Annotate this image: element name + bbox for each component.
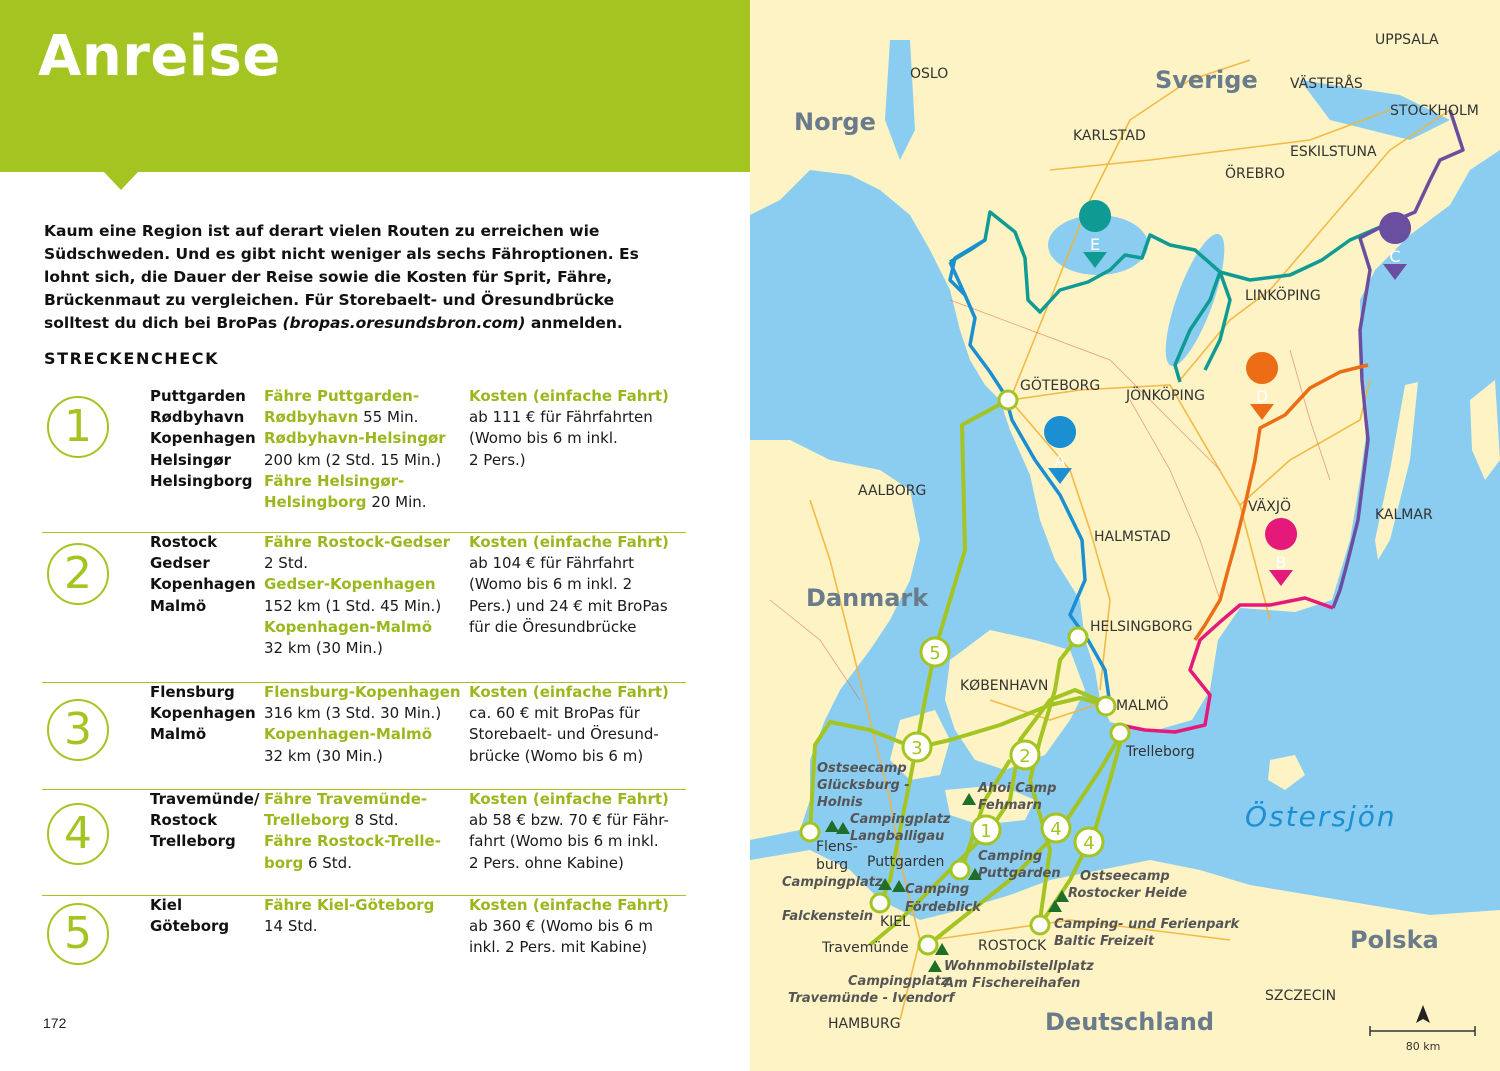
route-cost-info <box>469 682 689 767</box>
ferry-duration: 20 Min. <box>366 493 427 512</box>
marker-c-label: C <box>1389 247 1401 266</box>
port-helsingborg <box>1069 628 1087 646</box>
place-name: Kiel <box>150 896 183 914</box>
city-label: HALMSTAD <box>1094 529 1171 545</box>
cost-line: Pers.) und 24 € mit BroPas <box>469 596 668 615</box>
city-label: MALMÖ <box>1116 698 1169 714</box>
city-label: burg <box>816 857 849 873</box>
place-name: Kopenhagen <box>150 575 256 594</box>
ferry-line <box>264 724 464 745</box>
city-label: HELSINGBORG <box>1090 619 1193 635</box>
cost-line: brücke (Womo bis 6 m) <box>469 746 644 765</box>
ferry-text: Gedser-Kopenhagen <box>264 575 436 594</box>
city-label: KØBENHAVN <box>960 678 1049 694</box>
marker-b-label: B <box>1275 553 1287 572</box>
ferry-line <box>264 789 464 810</box>
city-label: OSLO <box>910 66 949 82</box>
campsite-label: Falckenstein <box>782 909 874 924</box>
route-map <box>750 0 1500 1071</box>
campsite-label: Puttgarden <box>978 866 1061 881</box>
intro-text: Kaum eine Region ist auf derart vielen Routen zu erreichen wie Südschweden. Und es gibt nicht weniger als sechs Fähroptionen. Es lohnt sich, die Dauer der Reise sowie die Kosten für Sprit, Fähre, Brückenmaut zu vergleichen. Für Storebaelt- und Öresundbrücke solltest du dich bei BroPas <box>44 222 639 332</box>
city-label: KARLSTAD <box>1073 128 1146 144</box>
campsite-label: Rostocker Heide <box>1068 886 1188 901</box>
city-label: KIEL <box>880 914 910 930</box>
route-number-badge: 4 <box>47 803 109 865</box>
route-ferry-info <box>264 532 464 659</box>
place-name: Gedser <box>150 554 210 573</box>
ferry-line <box>264 831 464 852</box>
route-1-circle-label: 1 <box>980 821 992 842</box>
campsite-label: Camping- und Ferienpark <box>1054 917 1240 932</box>
ferry-line <box>264 471 464 492</box>
route-ferry-info <box>264 386 464 513</box>
city-label: STOCKHOLM <box>1390 103 1479 119</box>
ferry-text: 32 km (30 Min.) <box>264 639 383 658</box>
route-row <box>42 895 686 975</box>
ferry-text: Trelleborg <box>264 811 350 830</box>
place-name: Rostock <box>150 533 218 551</box>
route-number-badge: 5 <box>47 903 109 965</box>
ferry-text: Fähre Travemünde- <box>264 790 428 808</box>
campsite-label: Camping <box>978 849 1043 864</box>
route-ferry-info <box>264 682 464 767</box>
route-number-badge: 1 <box>47 396 109 458</box>
campsite-label: Glücksburg - <box>817 778 910 793</box>
title-banner <box>0 0 750 172</box>
campsite-label: Ahoi Camp <box>978 781 1057 796</box>
route-cost-info <box>469 895 689 959</box>
ferry-text: Rødbyhavn-Helsingør <box>264 429 446 448</box>
cost-line: ab 360 € (Womo bis 6 m <box>469 917 653 936</box>
route-number-badge: 3 <box>47 699 109 761</box>
route-row <box>42 386 686 533</box>
port-trelleborg <box>1111 724 1129 742</box>
country-label: Sverige <box>1155 66 1258 94</box>
cost-line: (Womo bis 6 m inkl. <box>469 429 618 448</box>
port-rostock <box>1031 916 1049 934</box>
ferry-line <box>264 916 464 937</box>
city-label: SZCZECIN <box>1265 988 1337 1004</box>
ferry-line <box>264 638 464 659</box>
ferry-text: Fähre Rostock-Gedser <box>264 533 451 551</box>
banner-notch <box>104 172 138 190</box>
ferry-text: 316 km (3 Std. 30 Min.) <box>264 704 442 723</box>
cost-line: ab 58 € bzw. 70 € für Fähr- <box>469 811 669 830</box>
ferry-text: 152 km (1 Std. 45 Min.) <box>264 596 442 615</box>
city-label: LINKÖPING <box>1245 288 1321 304</box>
cost-line: inkl. 2 Pers. mit Kabine) <box>469 938 648 957</box>
place-name: Flensburg <box>150 683 235 701</box>
campsite-label: Wohnmobilstellplatz <box>944 959 1094 974</box>
ferry-duration: 8 Std. <box>349 811 399 830</box>
place-name: Kopenhagen <box>150 704 256 723</box>
intro-paragraph <box>44 220 684 335</box>
ferry-line <box>264 810 464 831</box>
place-name: Helsingborg <box>150 471 253 490</box>
ferry-line <box>264 532 464 553</box>
ferry-duration: 6 Std. <box>303 853 352 872</box>
ferry-text: Fähre Helsingør- <box>264 471 405 490</box>
intro-text-end: anmelden. <box>525 314 623 332</box>
ferry-text: Helsingborg <box>264 493 367 512</box>
cost-line: Storebaelt- und Öresund- <box>469 725 659 744</box>
cost-line: fahrt (Womo bis 6 m inkl. <box>469 832 659 851</box>
ferry-text: 32 km (30 Min.) <box>264 746 383 765</box>
campsite-label: Campingplatz <box>850 812 951 827</box>
ferry-line <box>264 596 464 617</box>
ferry-line <box>264 703 464 724</box>
city-label: ESKILSTUNA <box>1290 144 1377 160</box>
port-goteborg <box>999 391 1017 409</box>
ferry-line <box>264 428 464 449</box>
port-puttgarden <box>951 861 969 879</box>
route-cost-info <box>469 532 689 638</box>
cost-line: (Womo bis 6 m inkl. 2 <box>469 575 633 594</box>
place-name: Trelleborg <box>150 832 236 851</box>
page-title: Anreise <box>38 24 281 89</box>
campsite-label: Fehmarn <box>978 798 1042 813</box>
ferry-line <box>264 682 464 703</box>
route-2-circle-label: 2 <box>1019 746 1031 767</box>
ferry-text: Fähre Rostock-Trelle- <box>264 832 441 851</box>
city-label: VÄXJÖ <box>1248 499 1291 515</box>
ferry-line <box>264 574 464 595</box>
ferry-text: 2 Std. <box>264 554 309 573</box>
route-places <box>150 789 260 853</box>
cost-line: 2 Pers. ohne Kabine) <box>469 853 624 872</box>
place-name: Helsingør <box>150 450 232 469</box>
city-label: Trelleborg <box>1126 744 1195 760</box>
place-name: Travemünde/ <box>150 790 260 808</box>
ferry-text: Rødbyhavn <box>264 408 359 427</box>
port-malmo <box>1097 697 1115 715</box>
campsite-label: Camping <box>905 882 970 897</box>
marker-a-label: A <box>1054 451 1066 470</box>
cost-line: ca. 60 € mit BroPas für <box>469 704 640 723</box>
route-cost-info <box>469 386 689 471</box>
ferry-text: 14 Std. <box>264 917 318 936</box>
route-places <box>150 532 260 617</box>
ferry-text: Kopenhagen-Malmö <box>264 725 432 744</box>
campsite-label: Campingplatz <box>848 974 949 989</box>
campsite-label: Langballigau <box>850 829 945 844</box>
ferry-line <box>264 553 464 574</box>
route-row <box>42 682 686 790</box>
campsite-label: Campingplatz <box>782 875 883 890</box>
marker-e-label: E <box>1089 235 1101 254</box>
port-kiel <box>871 894 889 912</box>
place-name: Rostock <box>150 811 218 830</box>
campsite-label: Baltic Freizeit <box>1054 934 1155 949</box>
cost-label: Kosten (einfache Fahrt) <box>469 683 669 701</box>
city-label: Travemünde <box>822 940 909 956</box>
scale-label: 80 km <box>1405 1040 1441 1053</box>
country-label: Polska <box>1350 926 1439 954</box>
campsite-label: Holnis <box>817 795 863 810</box>
sea-label: Östersjön <box>1245 800 1397 833</box>
cost-label: Kosten (einfache Fahrt) <box>469 896 669 914</box>
city-label: AALBORG <box>858 483 927 499</box>
city-label: HAMBURG <box>828 1016 901 1032</box>
campsite-label: Ostseecamp <box>1080 869 1170 884</box>
ferry-line <box>264 617 464 638</box>
place-name: Malmö <box>150 725 207 744</box>
place-name: Malmö <box>150 596 207 615</box>
bropas-url[interactable]: (bropas.oresundsbron.com) <box>282 314 526 332</box>
route-places <box>150 682 260 746</box>
city-label: JÖNKÖPING <box>1126 388 1205 404</box>
route-4a-circle-label: 4 <box>1050 819 1062 840</box>
cost-label: Kosten (einfache Fahrt) <box>469 533 669 551</box>
place-name: Kopenhagen <box>150 429 256 448</box>
cost-line: für die Öresundbrücke <box>469 617 637 636</box>
route-places <box>150 895 260 937</box>
route-places <box>150 386 260 492</box>
marker-d-label: D <box>1255 387 1269 406</box>
route-ferry-info <box>264 895 464 937</box>
city-label: KALMAR <box>1375 507 1433 523</box>
city-label: ROSTOCK <box>978 938 1047 954</box>
route-row <box>42 532 686 683</box>
ferry-line <box>264 746 464 767</box>
city-label: Flens- <box>816 839 858 855</box>
campsite-label: Fördeblick <box>905 900 981 915</box>
ferry-line <box>264 492 464 513</box>
campsite-label: Ostseecamp <box>817 761 907 776</box>
ferry-line <box>264 450 464 471</box>
cost-label: Kosten (einfache Fahrt) <box>469 387 669 405</box>
page-number: 172 <box>43 1015 67 1031</box>
city-label: ÖREBRO <box>1225 166 1285 182</box>
route-number-badge: 2 <box>47 543 109 605</box>
campsite-label: Travemünde - Ivendorf <box>788 991 955 1006</box>
place-name: Puttgarden <box>150 387 246 405</box>
ferry-duration: 55 Min. <box>358 408 419 427</box>
ferry-line <box>264 407 464 428</box>
ferry-line <box>264 386 464 407</box>
campsite-label: Am Fischereihafen <box>944 976 1081 991</box>
ferry-line <box>264 853 464 874</box>
ferry-text: Fähre Kiel-Göteborg <box>264 896 435 914</box>
section-title: STRECKENCHECK <box>44 349 220 368</box>
city-label: Puttgarden <box>867 854 945 870</box>
ferry-text: Kopenhagen-Malmö <box>264 617 432 636</box>
port-travemunde <box>919 936 937 954</box>
ferry-line <box>264 895 464 916</box>
route-5-circle-label: 5 <box>929 643 941 664</box>
cost-line: ab 104 € für Fährfahrt <box>469 554 635 573</box>
place-name: Rødbyhavn <box>150 408 245 427</box>
place-name: Göteborg <box>150 917 230 936</box>
ferry-text: Flensburg-Kopenhagen <box>264 683 461 701</box>
cost-label: Kosten (einfache Fahrt) <box>469 790 669 808</box>
city-label: VÄSTERÅS <box>1290 76 1363 92</box>
cost-line: ab 111 € für Fährfahrten <box>469 408 653 427</box>
cost-line: 2 Pers.) <box>469 450 526 469</box>
country-label: Deutschland <box>1045 1008 1215 1036</box>
route-4b-circle-label: 4 <box>1083 833 1095 854</box>
map-canvas <box>750 0 1500 1071</box>
route-3-circle-label: 3 <box>911 738 923 759</box>
country-label: Danmark <box>806 584 929 612</box>
city-label: UPPSALA <box>1375 32 1439 48</box>
route-ferry-info <box>264 789 464 874</box>
ferry-text: Fähre Puttgarden- <box>264 387 420 405</box>
route-cost-info <box>469 789 689 874</box>
ferry-text: 200 km (2 Std. 15 Min.) <box>264 450 442 469</box>
country-label: Norge <box>794 108 876 136</box>
ferry-text: borg <box>264 853 304 872</box>
route-row <box>42 789 686 896</box>
city-label: GÖTEBORG <box>1020 378 1101 394</box>
